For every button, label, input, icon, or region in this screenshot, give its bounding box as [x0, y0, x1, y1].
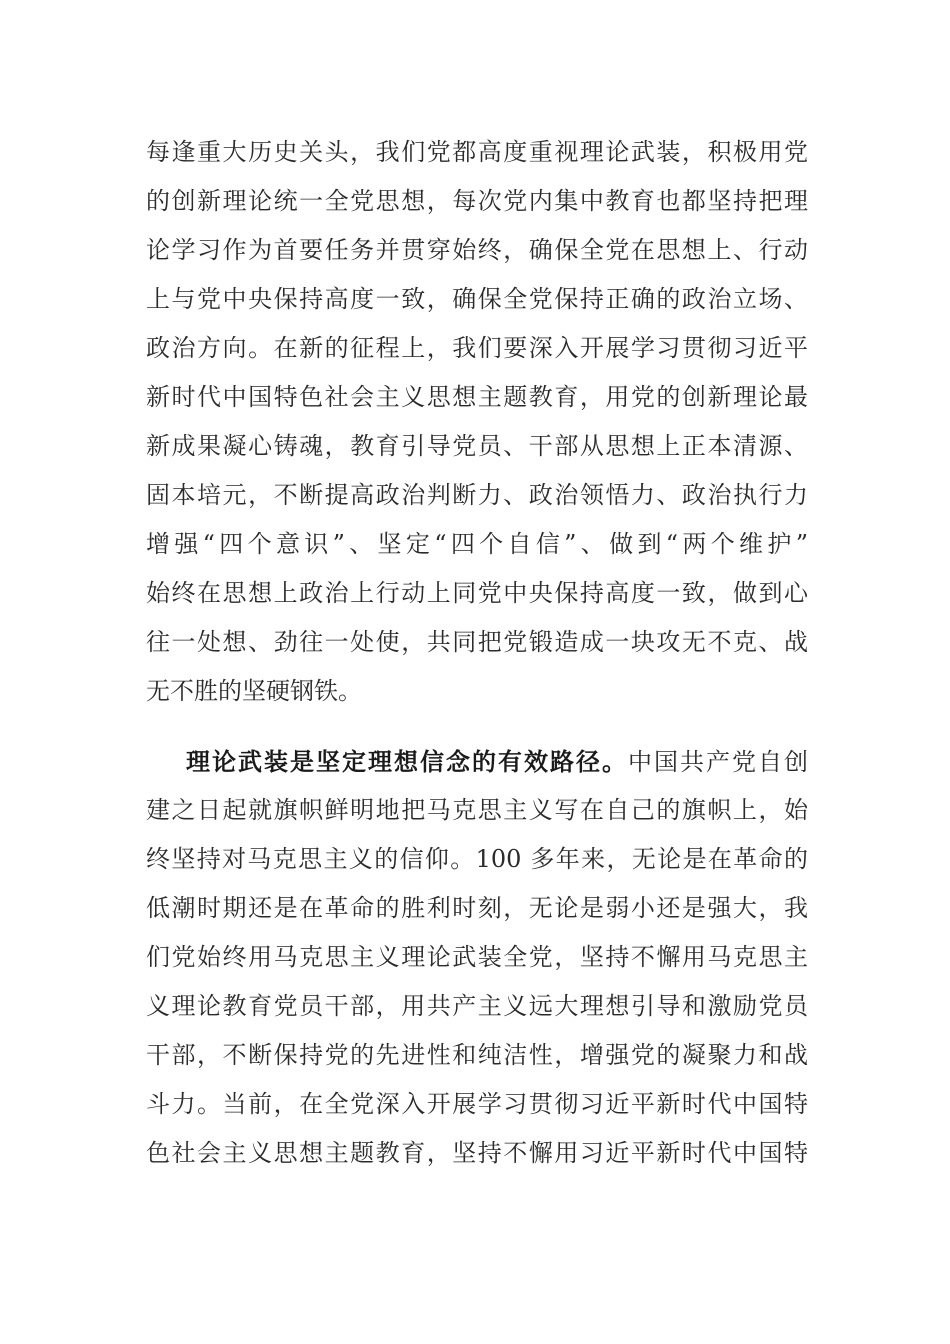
text-line: 每逢重大历史关头，我们党都高度重视理论武装，积极用党 [146, 138, 808, 166]
paragraph-2 [146, 737, 808, 1178]
text-line: 上与党中央保持高度一致，确保全党保持正确的政治立场、 [146, 285, 808, 313]
text-line: 增强“四个意识”、坚定“四个自信”、做到“两个维护” [146, 530, 808, 558]
text-line: 的创新理论统一全党思想，每次党内集中教育也都坚持把理 [146, 187, 808, 215]
text-line: 低潮时期还是在革命的胜利时刻，无论是弱小还是强大，我 [146, 894, 808, 922]
text-line: 新时代中国特色社会主义思想主题教育，用党的创新理论最 [146, 383, 808, 411]
text-line: 终坚持对马克思主义的信仰。100 多年来，无论是在革命的 [146, 845, 808, 873]
text-line: 无不胜的坚硬钢铁。 [146, 677, 362, 705]
text-line: 建之日起就旗帜鲜明地把马克思主义写在自己的旗帜上，始 [146, 796, 808, 824]
paragraph-first-line [146, 737, 808, 786]
text-line: 论学习作为首要任务并贯穿始终，确保全党在思想上、行动 [146, 236, 808, 264]
text-line: 始终在思想上政治上行动上同党中央保持高度一致，做到心 [146, 579, 808, 607]
paragraph-1 [146, 128, 808, 716]
text-line: 斗力。当前，在全党深入开展学习贯彻习近平新时代中国特 [146, 1090, 808, 1118]
text-line: 义理论教育党员干部，用共产主义远大理想引导和激励党员 [146, 992, 808, 1020]
paragraph-heading: 理论武装是坚定理想信念的有效路径。 [186, 747, 628, 776]
text-line: 固本培元，不断提高政治判断力、政治领悟力、政治执行力 [146, 481, 808, 509]
text-line: 们党始终用马克思主义理论武装全党，坚持不懈用马克思主 [146, 943, 808, 971]
heading-continuation: 中国共产党自创 [628, 748, 808, 776]
text-line: 政治方向。在新的征程上，我们要深入开展学习贯彻习近平 [146, 334, 808, 362]
text-line: 新成果凝心铸魂，教育引导党员、干部从思想上正本清源、 [146, 432, 808, 460]
text-line: 干部，不断保持党的先进性和纯洁性，增强党的凝聚力和战 [146, 1041, 808, 1069]
text-line: 色社会主义思想主题教育，坚持不懈用习近平新时代中国特 [146, 1139, 808, 1167]
text-line: 往一处想、劲往一处使，共同把党锻造成一块攻无不克、战 [146, 628, 808, 656]
